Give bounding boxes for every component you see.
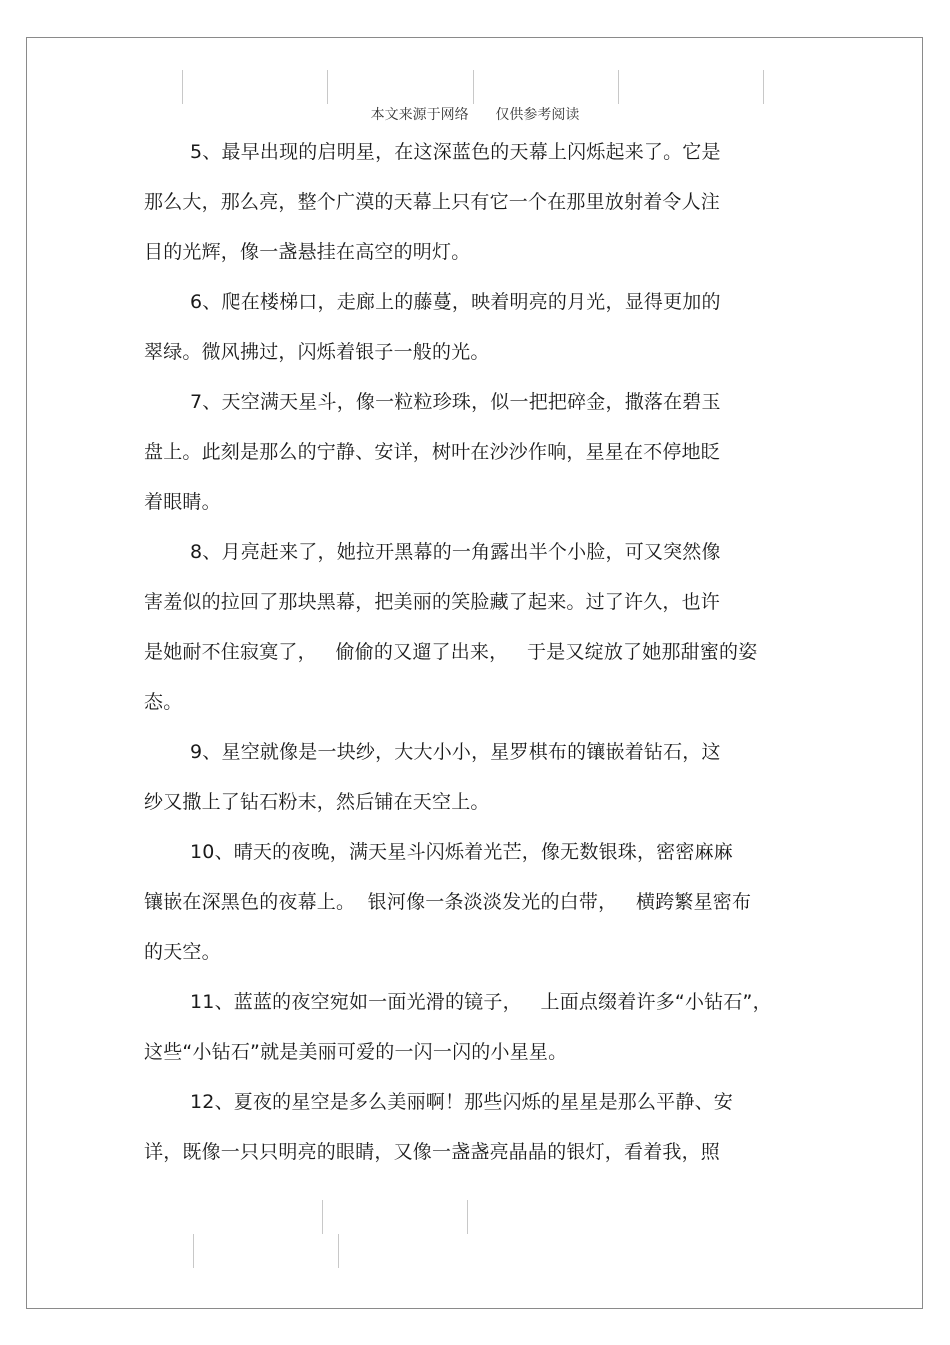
paragraph-7: [144, 377, 816, 527]
paragraph-11: [144, 977, 816, 1077]
text-line: 7、天空满天星斗，像一粒粒珍珠，似一把把碎金，撒落在碧玉: [190, 391, 721, 413]
text-line: 那么大，那么亮，整个广漠的天幕上只有它一个在那里放射着令人注: [144, 191, 721, 213]
text-line: 12、夏夜的星空是多么美丽啊！那些闪烁的星星是那么平静、安: [190, 1091, 733, 1113]
bottom-tick-mark: [322, 1200, 323, 1234]
document-body: [144, 127, 816, 1177]
text-line: 9、星空就像是一块纱，大大小小，星罗棋布的镶嵌着钻石，这: [190, 741, 721, 763]
paragraph-8: [144, 527, 816, 727]
source-disclaimer: 本文来源于网络 仅供参考阅读: [370, 107, 580, 123]
bottom-tick-mark: [467, 1200, 468, 1234]
text-line: 的天空。: [144, 941, 221, 963]
text-line: 5、最早出现的启明星，在这深蓝色的天幕上闪烁起来了。它是: [190, 141, 721, 163]
text-line: 是她耐不住寂寞了， 偷偷的又遛了出来， 于是又绽放了她那甜蜜的姿: [144, 641, 758, 663]
text-line: 详，既像一只只明亮的眼睛，又像一盏盏亮晶晶的银灯，看着我，照: [144, 1141, 721, 1163]
bottom-tick-mark: [193, 1234, 194, 1268]
text-line: 目的光辉，像一盏悬挂在高空的明灯。: [144, 241, 471, 263]
paragraph-10: [144, 827, 816, 977]
paragraph-5: [144, 127, 816, 277]
text-line: 这些“小钻石”就是美丽可爱的一闪一闪的小星星。: [144, 1041, 568, 1063]
bottom-tick-mark: [338, 1234, 339, 1268]
text-line: 盘上。此刻是那么的宁静、安详，树叶在沙沙作响，星星在不停地眨: [144, 441, 721, 463]
top-tick-mark: [182, 70, 183, 104]
paragraph-12: [144, 1077, 816, 1177]
paragraph-6: [144, 277, 816, 377]
text-line: 8、月亮赶来了，她拉开黑幕的一角露出半个小脸，可又突然像: [190, 541, 721, 563]
paragraph-9: [144, 727, 816, 827]
text-line: 10、晴天的夜晚，满天星斗闪烁着光芒，像无数银珠，密密麻麻: [190, 841, 733, 863]
text-line: 11、蓝蓝的夜空宛如一面光滑的镜子， 上面点缀着许多“小钻石”，: [190, 991, 772, 1013]
top-tick-mark: [327, 70, 328, 104]
text-line: 6、爬在楼梯口，走廊上的藤蔓，映着明亮的月光，显得更加的: [190, 291, 721, 313]
top-tick-mark: [763, 70, 764, 104]
top-tick-mark: [473, 70, 474, 104]
text-line: 态。: [144, 691, 183, 713]
text-line: 翠绿。微风拂过，闪烁着银子一般的光。: [144, 341, 490, 363]
text-line: 着眼睛。: [144, 491, 221, 513]
text-line: 纱又撒上了钻石粉末，然后铺在天空上。: [144, 791, 490, 813]
text-line: 镶嵌在深黑色的夜幕上。 银河像一条淡淡发光的白带， 横跨繁星密布: [144, 891, 752, 913]
text-line: 害羞似的拉回了那块黑幕，把美丽的笑脸藏了起来。过了许久，也许: [144, 591, 721, 613]
top-tick-mark: [618, 70, 619, 104]
